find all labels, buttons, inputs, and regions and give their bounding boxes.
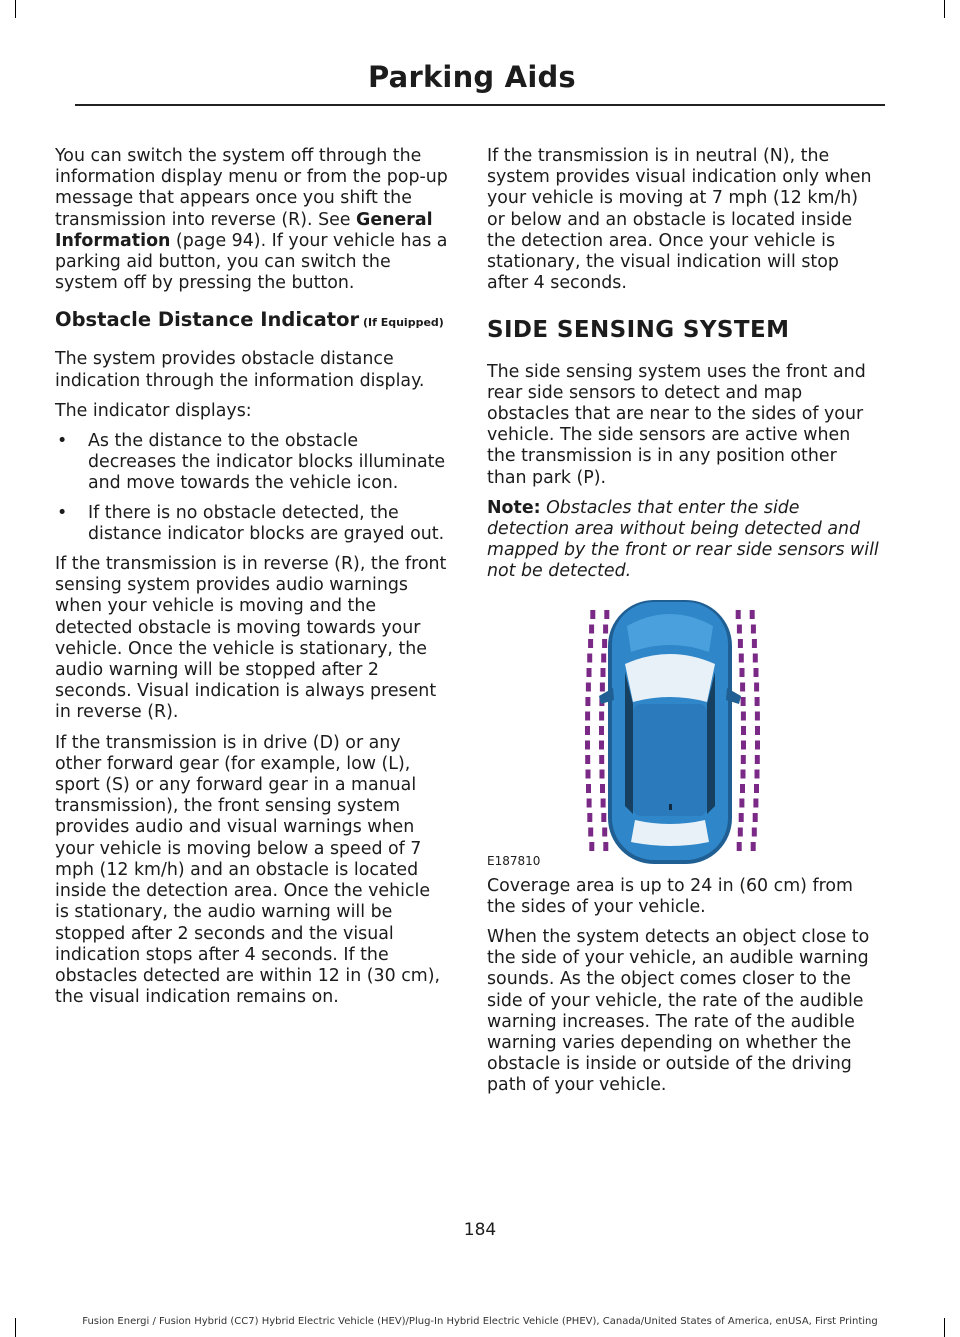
zone-mark	[589, 624, 594, 633]
paragraph-indicator-displays: The indicator displays:	[55, 400, 252, 421]
zone-mark	[585, 740, 590, 749]
zone-mark	[586, 769, 591, 778]
list-item-text: As the distance to the obstacle decreases the indicator blocks illuminate and move towards the vehicle icon.	[88, 431, 446, 494]
paragraph-audible-warning: When the system detects an object close to the side of your vehicle, an audible warning sounds. As the object comes closer to the side of your vehicle, the rate of the audible warning increases. The rate of the audible warning varies depending on whether the obstacle is inside or outside of the driving path of your vehicle.	[487, 927, 870, 1096]
figure-side-sensing	[487, 592, 881, 868]
subheading-qualifier: (If Equipped)	[359, 316, 444, 330]
zone-mark	[739, 813, 744, 822]
zone-mark	[755, 755, 760, 764]
zone-mark	[599, 726, 604, 735]
page-number: 184	[463, 1220, 497, 1240]
subheading-obstacle-distance-indicator	[55, 308, 449, 335]
zone-mark	[600, 769, 605, 778]
crop-mark-top-right	[944, 0, 945, 18]
zone-mark	[601, 653, 606, 662]
paragraph-text: (page 94). If your vehicle has a parking aid button, you can switch the system off by pressing the button.	[55, 230, 448, 294]
zone-mark	[603, 842, 608, 851]
note-text: Obstacles that enter the side detection area without being detected and mapped by the front or rear side sensors will not be detected.	[487, 497, 879, 582]
zone-mark	[741, 740, 746, 749]
zone-mark	[600, 682, 605, 691]
list-item	[55, 503, 449, 545]
zone-mark	[754, 668, 759, 677]
zone-mark	[585, 697, 590, 706]
zone-mark	[741, 711, 746, 720]
zone-mark	[753, 813, 758, 822]
zone-mark	[755, 711, 760, 720]
car-top-view-icon	[487, 592, 881, 868]
zone-mark	[588, 827, 593, 836]
zone-mark	[739, 653, 744, 662]
zone-mark	[736, 610, 741, 619]
zone-mark	[752, 827, 757, 836]
zone-mark	[599, 755, 604, 764]
crop-mark-top-left	[15, 0, 16, 18]
zone-mark	[755, 769, 760, 778]
zone-mark	[755, 726, 760, 735]
zone-mark	[602, 827, 607, 836]
list-item	[55, 431, 449, 495]
title-divider	[75, 104, 885, 106]
left-column	[55, 146, 449, 1017]
zone-mark	[738, 827, 743, 836]
zone-mark	[753, 653, 758, 662]
zone-mark	[755, 697, 760, 706]
zone-mark	[751, 624, 756, 633]
zone-mark	[585, 726, 590, 735]
page-title: Parking Aids	[368, 60, 576, 94]
zone-mark	[599, 740, 604, 749]
zone-mark	[588, 639, 593, 648]
zone-mark	[737, 842, 742, 851]
zone-mark	[601, 668, 606, 677]
car-body	[599, 600, 741, 864]
paragraph-switch-off	[55, 146, 449, 294]
zone-mark	[604, 610, 609, 619]
zone-mark	[751, 842, 756, 851]
zone-mark	[587, 653, 592, 662]
zone-mark	[753, 798, 758, 807]
cross-reference-link[interactable]: General Information	[55, 209, 433, 251]
zone-mark	[754, 682, 759, 691]
zone-mark	[739, 798, 744, 807]
bullet-icon: •	[57, 431, 68, 452]
list-item-text: If there is no obstacle detected, the distance indicator blocks are grayed out.	[88, 502, 445, 544]
zone-mark	[587, 798, 592, 807]
zone-mark	[586, 784, 591, 793]
zone-mark	[587, 668, 592, 677]
paragraph-text: You can switch the system off through the information display menu or from the pop-up message that appears once you shift the transmission into reverse (R). See	[55, 146, 448, 230]
zone-mark	[599, 711, 604, 720]
paragraph-reverse: If the transmission is in reverse (R), the front sensing system provides audio warnings when your vehicle is moving and the detected obstacle is moving towards your vehicle. Once the vehicle is stationary, the audio warning will be stopped after 2 seconds. Visual indication is always present in reverse (R).	[55, 554, 447, 723]
paragraph-coverage-area: Coverage area is up to 24 in (60 cm) from the sides of your vehicle.	[487, 875, 853, 917]
paragraph-side-sensing: The side sensing system uses the front and rear side sensors to detect and map obstacles that are near to the sides of your vehicle. The side sensors are active when the transmission is in any position other than park (P).	[487, 361, 866, 488]
bullet-icon: •	[57, 502, 68, 523]
zone-mark	[754, 784, 759, 793]
right-column	[487, 146, 881, 1106]
zone-mark	[741, 769, 746, 778]
section-heading-side-sensing: SIDE SENSING SYSTEM	[487, 317, 790, 344]
zone-mark	[601, 813, 606, 822]
zone-mark	[586, 682, 591, 691]
zone-mark	[752, 639, 757, 648]
zone-mark	[603, 624, 608, 633]
zone-mark	[740, 682, 745, 691]
zone-mark	[589, 842, 594, 851]
zone-mark	[737, 624, 742, 633]
zone-mark	[755, 740, 760, 749]
footer-text: Fusion Energi / Fusion Hybrid (CC7) Hybrid Electric Vehicle (HEV)/Plug-In Hybrid Electric Vehicle (PHEV), Canada/United States of America, enUSA, First Printing	[82, 1316, 878, 1327]
zone-mark	[750, 610, 755, 619]
zone-mark	[738, 639, 743, 648]
paragraph-drive: If the transmission is in drive (D) or any other forward gear (for example, low (L), sport (S) or any forward gear in a manual transmission), the front sensing system provides audio and visual warnings when your vehicle is moving below a speed of 7 mph (12 km/h) and an obstacle is located inside the detection area. Once the vehicle is stationary, the audio warning will be stopped after 2 seconds and the visual indication stops after 4 seconds. If the obstacles detected are within 12 in (30 cm), the visual indication remains on.	[55, 732, 441, 1008]
note	[487, 498, 881, 583]
zone-mark	[590, 610, 595, 619]
zone-mark	[741, 697, 746, 706]
zone-mark	[602, 639, 607, 648]
zone-mark	[740, 784, 745, 793]
zone-mark	[600, 784, 605, 793]
zone-mark	[585, 711, 590, 720]
paragraph-system-provides: The system provides obstacle distance indication through the information display.	[55, 349, 425, 391]
bullet-list	[55, 431, 449, 545]
note-label: Note:	[487, 497, 541, 518]
zone-mark	[741, 726, 746, 735]
paragraph-neutral: If the transmission is in neutral (N), the system provides visual indication only when your vehicle is moving at 7 mph (12 km/h) or below and an obstacle is located inside the detection area. Once your vehicle is stationary, the visual indication will stop after 4 seconds.	[487, 146, 872, 294]
zone-mark	[601, 798, 606, 807]
zone-mark	[587, 813, 592, 822]
figure-code: E187810	[487, 853, 541, 868]
zone-mark	[585, 755, 590, 764]
subheading-text: Obstacle Distance Indicator	[55, 308, 360, 332]
zone-mark	[740, 668, 745, 677]
zone-mark	[741, 755, 746, 764]
